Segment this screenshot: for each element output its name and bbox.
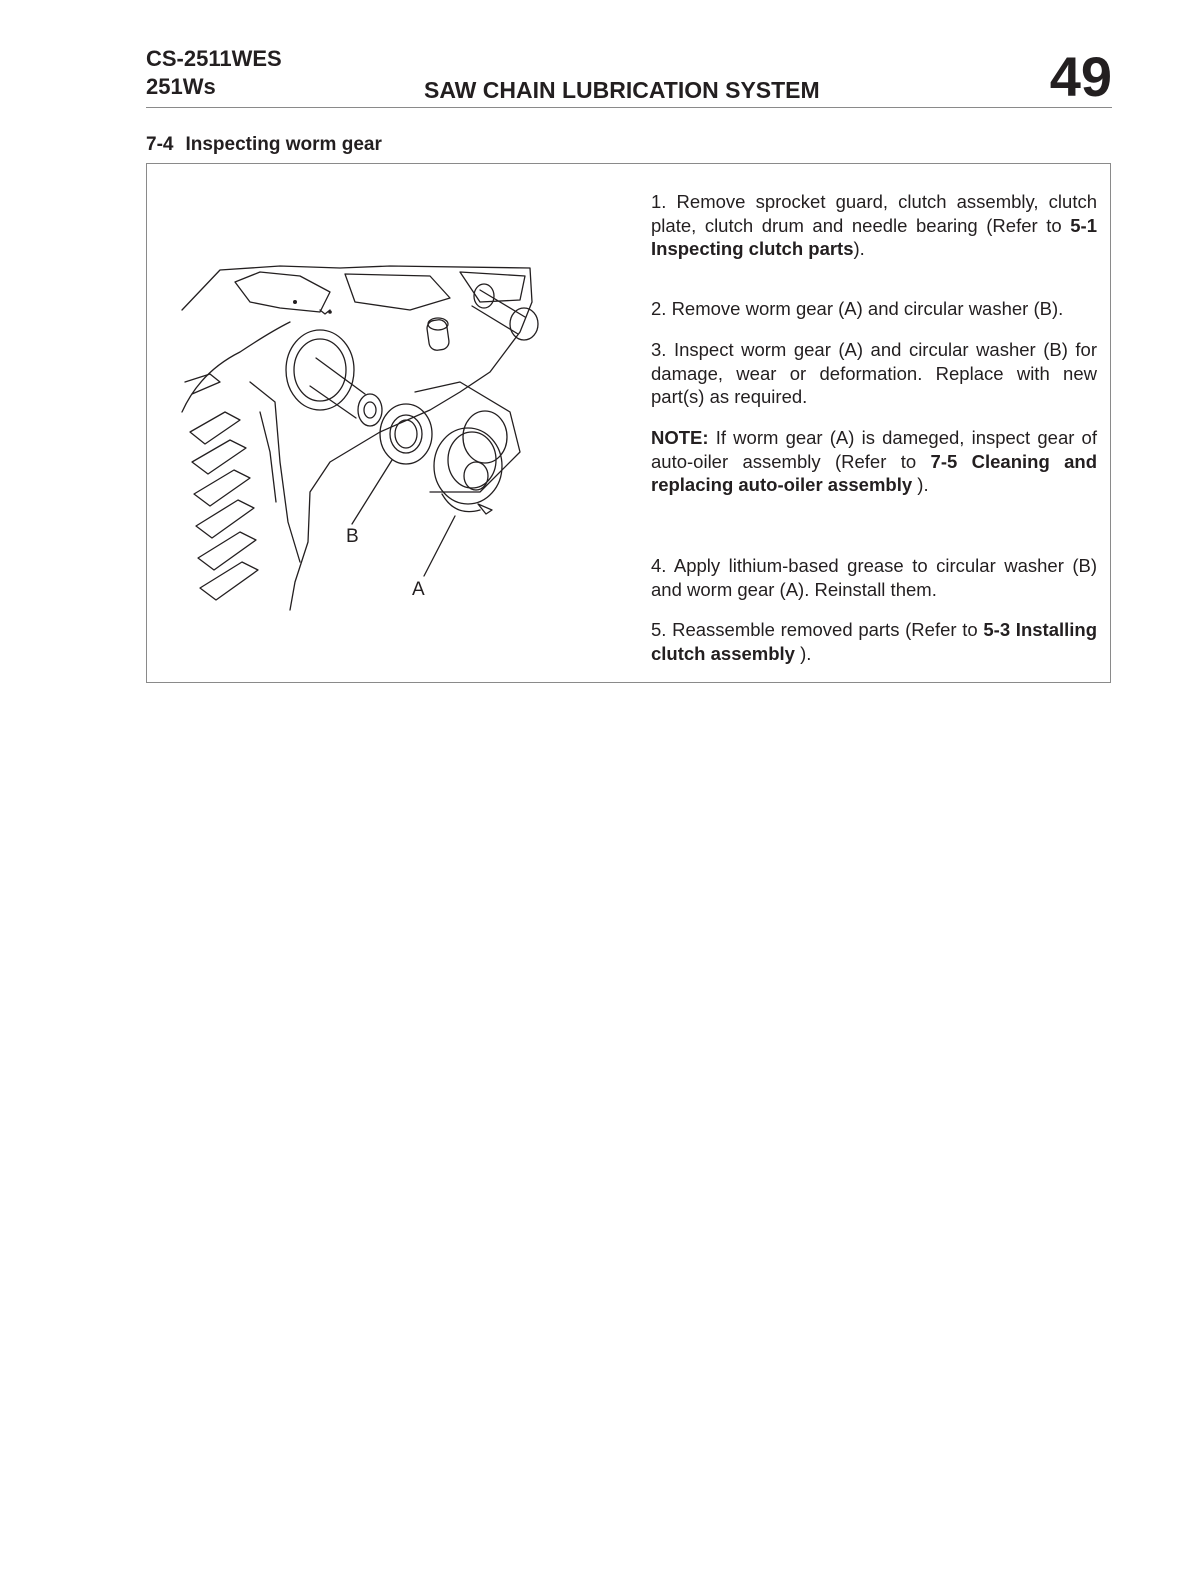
step-1-tail: ). <box>853 238 865 259</box>
note-reference: 7-5 Cleaning and replacing auto-oiler assembly <box>651 450 1097 495</box>
step-2 <box>651 297 1097 321</box>
step-5-text: 5. Reassemble removed parts (Refer to <box>651 619 984 640</box>
step-1 <box>651 190 1097 261</box>
callout-b: B <box>346 526 359 547</box>
worm-gear-illustration <box>180 262 542 612</box>
header-rule <box>146 107 1112 108</box>
model-number: CS-2511WES <box>146 46 282 71</box>
note <box>651 426 1097 497</box>
step-1-text: 1. Remove sprocket guard, clutch assembly, clutch plate, clutch drum and needle bearing (Refer to <box>651 191 1097 236</box>
step-3 <box>651 338 1097 409</box>
note-label: NOTE: <box>651 427 709 448</box>
step-5-tail: ). <box>794 642 812 664</box>
step-5 <box>651 618 1097 665</box>
step-1-reference: 5-1 Inspecting clutch parts <box>651 214 1097 259</box>
callout-a: A <box>412 579 425 600</box>
note-text: If worm gear (A) is dameged, inspect gear of auto-oiler assembly (Refer to <box>651 427 1097 472</box>
step-2-text: 2. Remove worm gear (A) and circular washer (B). <box>651 298 1064 319</box>
step-3-text: 3. Inspect worm gear (A) and circular washer (B) for damage, wear or deformation. Replace with new part(s) as required. <box>651 339 1097 407</box>
step-4-text: 4. Apply lithium-based grease to circular washer (B) and worm gear (A). Reinstall them. <box>651 555 1097 600</box>
note-tail: ). <box>912 474 929 495</box>
page-number: 49 <box>1049 45 1112 108</box>
model-variant: 251Ws <box>146 74 216 99</box>
section-heading <box>146 133 382 157</box>
chapter-title: SAW CHAIN LUBRICATION SYSTEM <box>424 77 820 103</box>
section-number: 7-4 <box>146 134 174 155</box>
page-header <box>146 46 1112 108</box>
step-4 <box>651 554 1097 601</box>
step-5-reference: 5-3 Installing clutch assembly <box>651 619 1098 664</box>
section-title: Inspecting worm gear <box>185 134 382 155</box>
